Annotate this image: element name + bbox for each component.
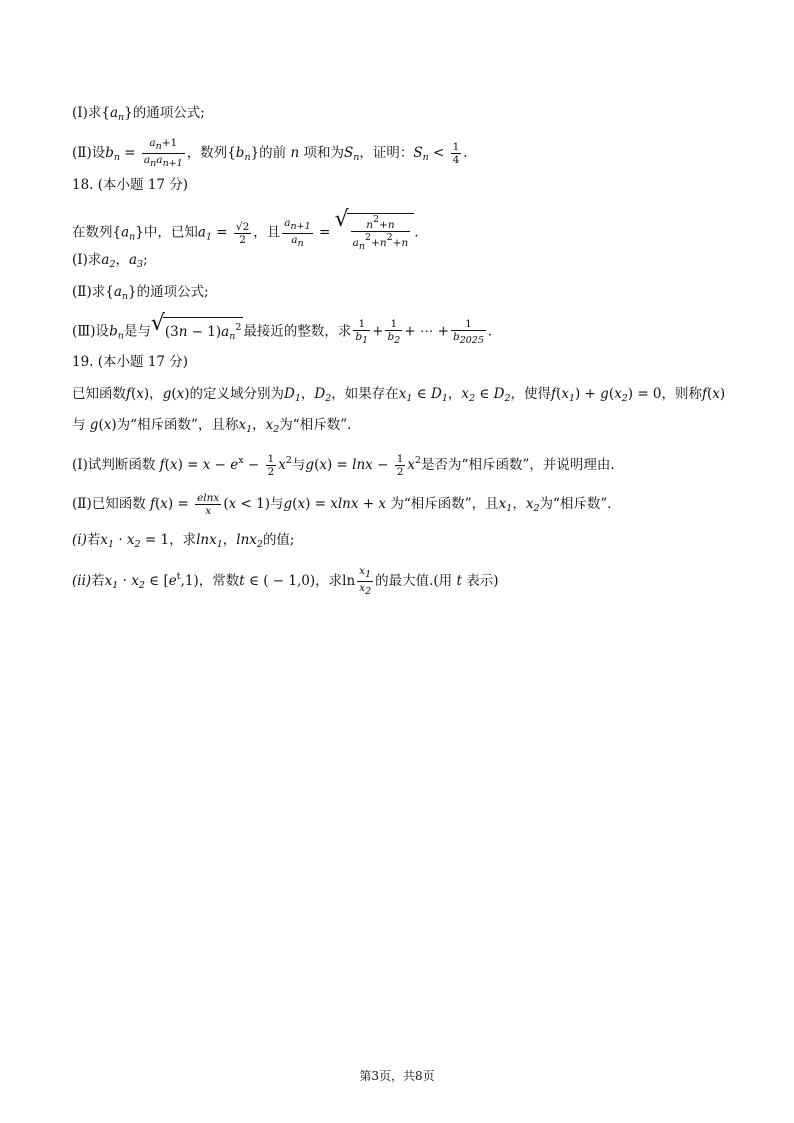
q18-part2: (Ⅱ)求$\{a_n\}$的通项公式; [72,284,209,302]
q17-part2: (Ⅱ)设$b_n$ = $\frac{an+1}{\text{anan+1}}$ ，数列$\{b_n\}$的前 n 项和为$S_n$，证明：$S_n$ < $\frac{1}{4}$ . [72,137,468,169]
q19-sub-ii: (ii)若$x_1 \cdot x_2$ ∈ $[e^t,1)$，常数t ∈ ( − 1,0)，求ln $\frac{x1}{x2}$ 的最大值.(用 t 表示) [72,565,499,597]
q19-heading: 19. (本小题 17 分) [72,354,189,370]
q19-part2: (Ⅱ)已知函数 f(x) = $\frac{elnx}{x}$ (x < 1)与g(x) = xlnx + x 为“相斥函数”，且$x_1$，$x_2$为“相斥数”． [72,492,621,517]
page-footer: 第3页，共8页 [359,1069,435,1083]
q18-heading: 18. (本小题 17 分) [72,177,189,193]
q19-part1: (Ⅰ)试判断函数 $f(x) = x - e^x$ − $\frac{1}{2}$ $x^2$与g(x) = lnx − $\frac{1}{2}$ $x^2$是否为“相斥函数”，并说明理由. [72,453,615,478]
q18-part3: (Ⅲ)设$b_n$是与 √ $(3n - 1)a_n^2$ 最接近的整数，求 $\frac{1}{b1}$ + $\frac{1}{b2}$ + ⋯ + $\frac{1}{b2025}$ . [72,311,493,346]
q17-part1: (Ⅰ)求$\{a_n\}$的通项公式; [72,105,205,123]
q18-part1: (Ⅰ)求$a_2$，$a_3$; [72,252,148,270]
q19-sub-i: (i)若$x_1 \cdot x_2 = 1$，求lnx$_1$，lnx$_2$的值; [72,532,295,550]
q19-intro-line2: 与 g(x)为“相斥函数”，且称$x_1$，$x_2$为“相斥数”． [72,417,361,435]
q19-intro-line1: 已知函数f(x)，g(x)的定义域分别为$D_1$，$D_2$，如果存在$x_1$ ∈ $D_1$，$x_2$ ∈ $D_2$，使得$f(x_1) + g(x_2) = 0$，则称f(x) [72,386,726,404]
q18-intro: 在数列$\{a_n\}$中，已知$a_1$ = $\frac{√2}{2}$ ，且 $\frac{an+1}{an}$ = √ $\frac{n2+n}{an2+n2+n}$ . [72,207,419,252]
